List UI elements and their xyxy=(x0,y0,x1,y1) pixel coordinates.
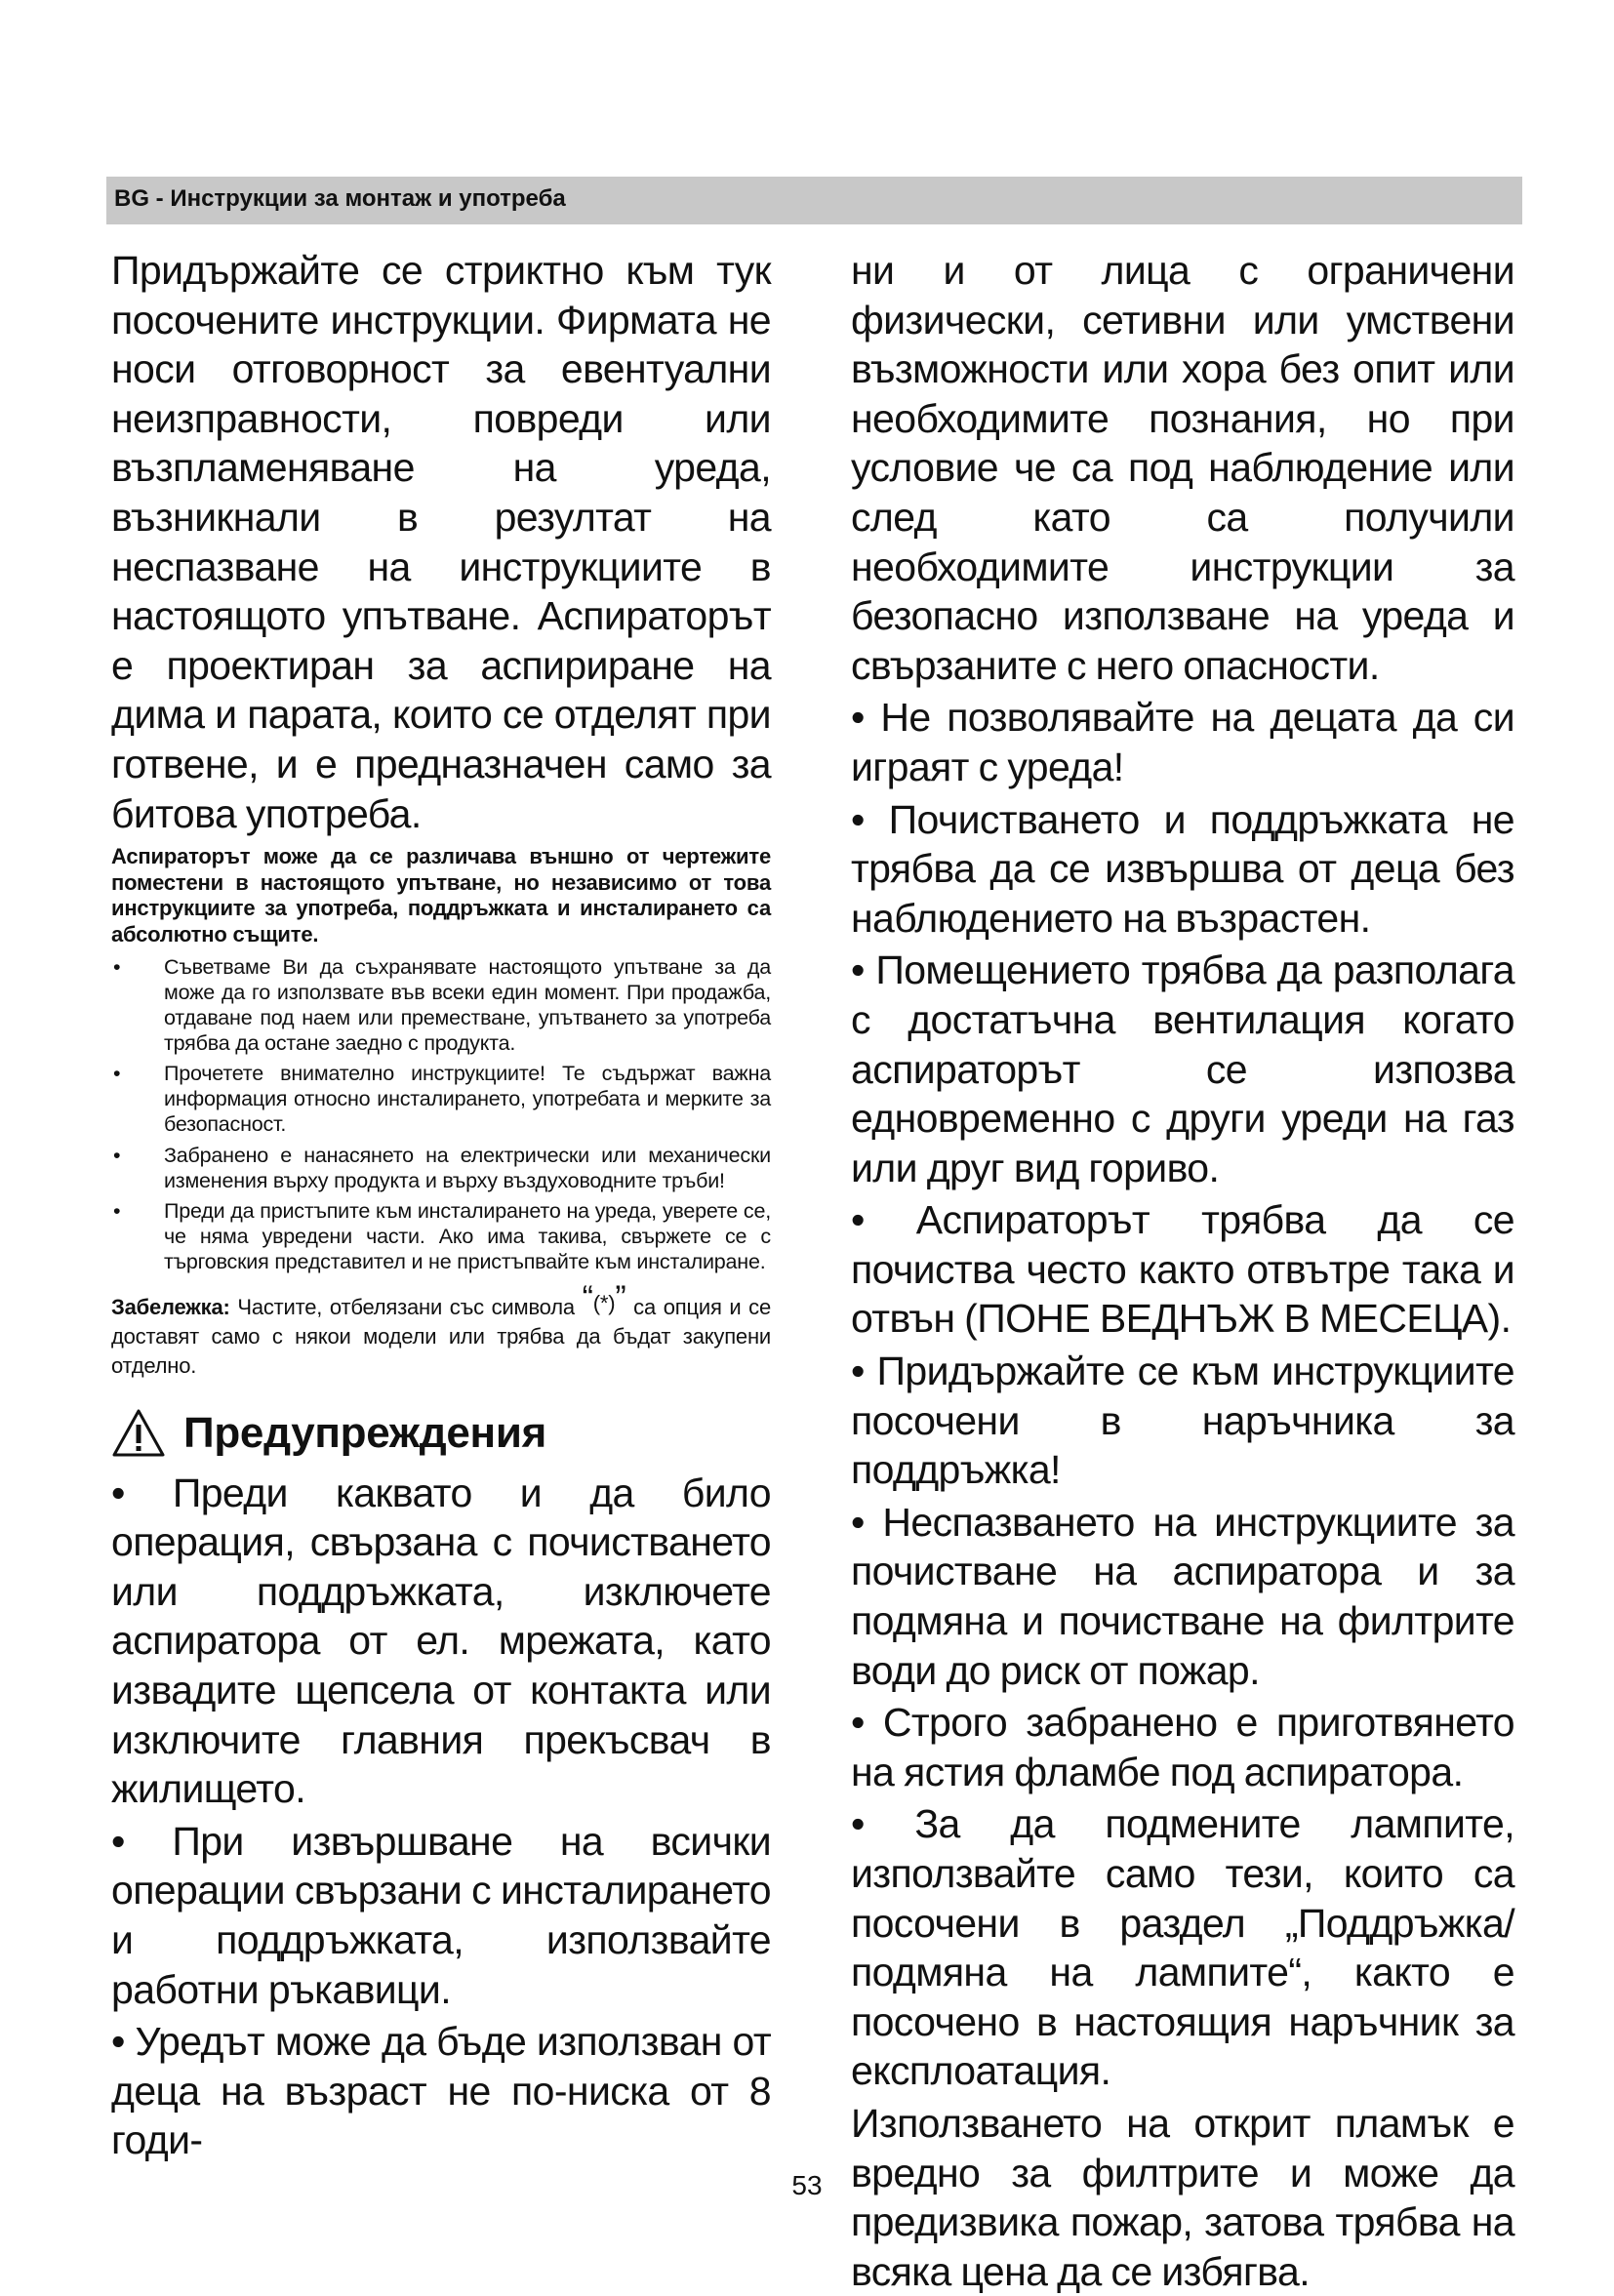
warnings-heading xyxy=(111,1406,771,1461)
note-paragraph xyxy=(111,1278,771,1381)
bullet-dot: • xyxy=(113,1199,121,1224)
note-label: Забележка: xyxy=(111,1294,230,1319)
safety-paragraph: • Придържайте се към инструкциите посочени в наръчника за поддръжка! xyxy=(851,1349,1514,1493)
list-item-text: Преди да пристъпите към инсталирането на уреда, уверете се, че няма увредени части. Ако има такива, свържете се с търговския представител и не пристъпвайте към инсталиране. xyxy=(164,1199,771,1273)
bullet-dot: • xyxy=(113,1062,121,1086)
quote-open: “ xyxy=(582,1278,593,1316)
list-item xyxy=(111,1062,771,1137)
left-column xyxy=(111,246,771,2165)
bold-notice: Аспираторът може да се различава външно от чертежите поместени в настоящото упътване, но независимо от това инструкциите за употреба, поддръжката и инсталирането са абсолютно същите. xyxy=(111,844,771,947)
safety-paragraph: • Не позволявайте на децата да си играят с уреда! xyxy=(851,695,1514,789)
warnings-title: Предупреждения xyxy=(183,1408,546,1457)
safety-paragraph: • Помещението трябва да разполага с достатъчна вентилация когато аспираторът се изпозва едновременно с други уреди на газ или друг вид гориво. xyxy=(851,947,1514,1190)
safety-paragraph: ни и от лица с ограничени физически, сетивни или умствени възможности или хора без опит или необходимите познания, но при условие че са под наблюдение или след като са получили необходимите инструкции за безопасно използване на уреда и свързаните с него опасности. xyxy=(851,248,1514,688)
safety-paragraph: • Почистването и поддръжката не трябва да се извършва от деца без наблюдението на възрастен. xyxy=(851,796,1514,941)
bullet-dot: • xyxy=(113,955,121,980)
header-title: BG - Инструкции за монтаж и употреба xyxy=(114,185,566,212)
warning-triangle-icon xyxy=(111,1408,166,1459)
quote-close: ” xyxy=(615,1278,626,1316)
safety-paragraph: Използването на открит пламък е вредно за филтрите и може да предизвика пожар, затова трябва на всяка цена да се избягва. xyxy=(851,2100,1514,2294)
safety-paragraph: • Аспираторът трябва да се почиства често както отвътре така и отвън (ПОНЕ ВЕДНЪЖ В МЕСЕЦА). xyxy=(851,1197,1514,1342)
option-symbol: (*) xyxy=(592,1290,616,1315)
list-item-text: Съветваме Ви да съхранявате настоящото упътване за да може да го използвате във всеки един момент. При продажба, отдаване под наем или преместване, упътването за употреба трябва да остане заедно с продукта. xyxy=(164,955,771,1055)
note-text-before: Частите, отбелязани със символа xyxy=(229,1294,583,1319)
list-item xyxy=(111,1199,771,1274)
note-text-after: са опция и се доставят само с някои модели или трябва да бъдат закупени отделно. xyxy=(111,1294,771,1378)
list-item xyxy=(111,1144,771,1194)
list-item-text: Прочетете внимателно инструкциите! Те съдържат важна информация относно инсталирането, употребата и мерките за безопасност. xyxy=(164,1062,771,1136)
header-bar xyxy=(106,177,1522,224)
safety-paragraph: • Неспазването на инструкциите за почистване на аспиратора и за подмяна и почистване на филтрите води до риск от пожар. xyxy=(851,1499,1514,1693)
small-bullet-list xyxy=(111,955,771,1275)
list-item xyxy=(111,955,771,1056)
warning-item: • Преди каквато и да било операция, свързана с почистването или поддръжката, изключете аспиратора от ел. мрежата, като извадите щепсела от контакта или изключите главния прекъсвач в жилището. xyxy=(111,1470,771,1812)
warning-item: • Уредът може да бъде използван от деца на възраст не по-ниска от 8 годи- xyxy=(111,2019,771,2163)
safety-paragraph: • За да подмените лампите, използвайте само тези, които са посочени в раздел „Поддръжка/подмяна на лампите“, както е посочено в настоящия наръчник за експлоатация. xyxy=(851,1801,1514,2094)
warning-item: • При извършване на всички операции свързани с инсталирането и поддръжката, използвайте работни ръкавици. xyxy=(111,1818,771,2012)
intro-paragraph: Придържайте се стриктно към тук посочените инструкции. Фирмата не носи отговорност за евентуални неизправности, повреди или възпламеняване на уреда, възникнали в резултат на неспазване на инструкциите в настоящото упътване. Аспираторът е проектиран за аспириране на дима и парата, които се отделят при готвене, и е предназначен само за битова употреба. xyxy=(111,248,771,836)
safety-paragraph: • Строго забранено е приготвянето на ястия фламбе под аспиратора. xyxy=(851,1700,1514,1794)
bullet-dot: • xyxy=(113,1143,121,1167)
list-item-text: Забранено е нанасянето на електрически или механически изменения върху продукта и върху въздуховодните тръби! xyxy=(164,1143,771,1192)
page-number: 53 xyxy=(791,2170,823,2200)
right-column xyxy=(851,246,1514,2296)
